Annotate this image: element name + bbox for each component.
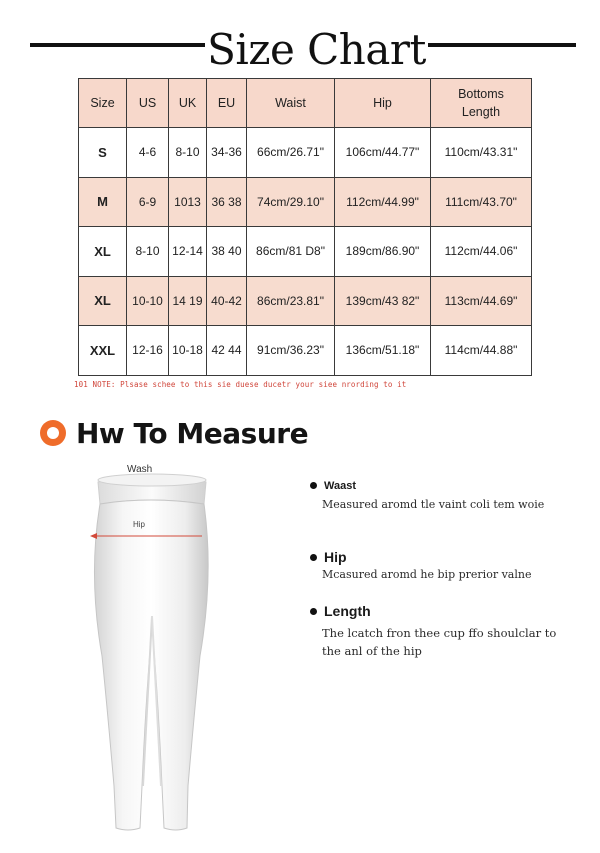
uk-cell: 12-14 (169, 227, 207, 277)
table-header-row (79, 79, 532, 128)
waist-cell: 86cm/23.81" (247, 276, 335, 326)
measure-item-name: Waast (324, 480, 356, 492)
column-header-hip: Hip (335, 79, 431, 128)
size-cell: XXL (79, 326, 127, 376)
hip-cell: 189cm/86.90" (335, 227, 431, 277)
us-cell: 10-10 (127, 276, 169, 326)
bullet-dot-icon (310, 608, 317, 615)
waist-cell: 91cm/36.23" (247, 326, 335, 376)
measure-item-name: Hip (324, 549, 347, 565)
column-header-bottoms: Bottoms (458, 87, 504, 101)
hip-cell: 139cm/43 82" (335, 276, 431, 326)
measure-item-desc: Measured aromd tle vaint coli tem woie (322, 498, 545, 511)
eu-cell: 36 38 (207, 177, 247, 227)
eu-cell: 42 44 (207, 326, 247, 376)
pants-illustration (50, 456, 300, 846)
uk-cell: 1013 (169, 177, 207, 227)
size-cell: M (79, 177, 127, 227)
us-cell: 6-9 (127, 177, 169, 227)
eu-cell: 38 40 (207, 227, 247, 277)
eu-cell: 34-36 (207, 128, 247, 178)
column-header-uk: UK (169, 79, 207, 128)
page-title: Size Chart (207, 25, 426, 74)
measure-item-desc-line: The lcatch fron thee cup ffo shoulclar to (322, 626, 557, 640)
waist-cell: 66cm/26.71" (247, 128, 335, 178)
waist-cell: 74cm/29.10" (247, 177, 335, 227)
size-table (78, 78, 532, 376)
table-row (79, 326, 532, 376)
size-cell: XL (79, 276, 127, 326)
size-note: 101 NOTE: Plsase schee to this sie duese ducetr your siee nrording to it (74, 380, 407, 389)
length-cell: 111cm/43.70" (431, 177, 532, 227)
measure-item-desc-line: the anl of the hip (322, 644, 422, 658)
hip-cell: 136cm/51.18" (335, 326, 431, 376)
table-row (79, 276, 532, 326)
length-cell: 113cm/44.69" (431, 276, 532, 326)
bullet-dot-icon (310, 482, 317, 489)
us-cell: 4-6 (127, 128, 169, 178)
uk-cell: 10-18 (169, 326, 207, 376)
orange-circle-icon (40, 420, 66, 446)
column-header-length: Length (461, 105, 501, 119)
uk-cell: 8-10 (169, 128, 207, 178)
column-header-eu: EU (207, 79, 247, 128)
measure-title: Hw To Measure (76, 417, 309, 450)
column-header-waist: Waist (247, 79, 335, 128)
title-rule-left (30, 43, 205, 47)
size-cell: S (79, 128, 127, 178)
size-chart-header (0, 22, 600, 78)
bullet-dot-icon (310, 554, 317, 561)
title-rule-right (428, 43, 576, 47)
waist-cell: 86cm/81 D8" (247, 227, 335, 277)
table-row (79, 128, 532, 178)
us-cell: 12-16 (127, 326, 169, 376)
length-cell: 114cm/44.88" (431, 326, 532, 376)
size-cell: XL (79, 227, 127, 277)
measure-item-desc: Mcasured aromd he bip prerior valne (322, 568, 532, 581)
hip-cell: 106cm/44.77" (335, 128, 431, 178)
hip-cell: 112cm/44.99" (335, 177, 431, 227)
column-header-size: Size (79, 79, 127, 128)
table-row (79, 227, 532, 277)
measure-item-name: Length (324, 603, 371, 619)
leggings-image (50, 456, 300, 846)
table-row (79, 177, 532, 227)
uk-cell: 14 19 (169, 276, 207, 326)
column-header-bottoms-length (431, 79, 532, 128)
length-cell: 110cm/43.31" (431, 128, 532, 178)
measure-item-desc (322, 624, 556, 660)
hip-label: Hip (133, 520, 146, 529)
length-cell: 112cm/44.06" (431, 227, 532, 277)
us-cell: 8-10 (127, 227, 169, 277)
column-header-us: US (127, 79, 169, 128)
eu-cell: 40-42 (207, 276, 247, 326)
waist-label: Wash (127, 464, 153, 475)
